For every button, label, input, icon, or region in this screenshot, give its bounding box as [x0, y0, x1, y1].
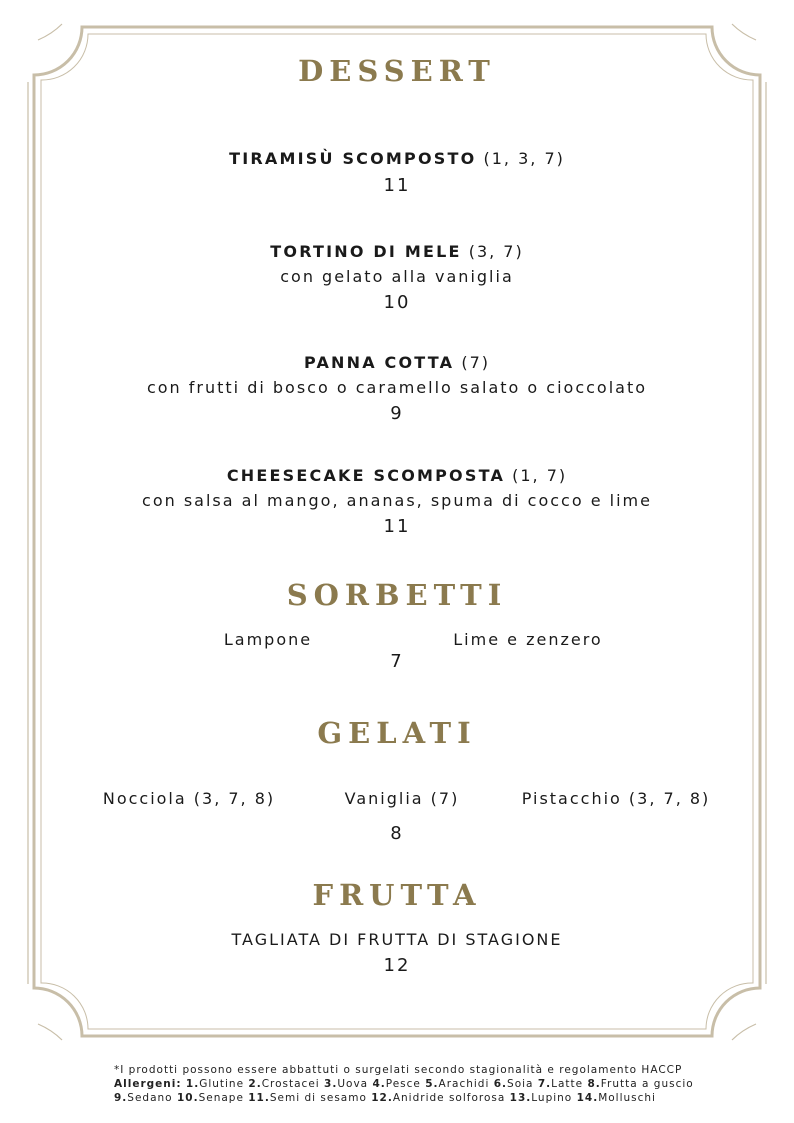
allergen-entry: 5.Arachidi [425, 1078, 490, 1090]
allergen-entry: 13.Lupino [509, 1092, 573, 1104]
frutta-item: TAGLIATA DI FRUTTA DI STAGIONE [231, 930, 563, 949]
dessert-item-description: con frutti di bosco o caramello salato o cioccolato [146, 378, 648, 397]
allergen-entry: 7.Latte [537, 1078, 584, 1090]
dessert-item-allergens: (7) [461, 353, 491, 372]
section-title-frutta: FRUTTA [312, 878, 482, 912]
allergen-legend-line-1 [114, 1077, 694, 1091]
dessert-item-price: 11 [383, 516, 411, 537]
dessert-item-description: con gelato alla vaniglia [280, 267, 514, 286]
allergen-legend-label: Allergeni: [114, 1078, 182, 1090]
dessert-item-name: TIRAMISÙ SCOMPOSTO [229, 149, 477, 168]
dessert-item-name: TORTINO DI MELE [270, 242, 462, 261]
dessert-item-description: con salsa al mango, ananas, spuma di cocco e lime [142, 491, 652, 510]
dessert-item-name: PANNA COTTA [303, 353, 455, 372]
dessert-item-price: 10 [383, 292, 411, 313]
haccp-note: *I prodotti possono essere abbattuti o surgelati secondo stagionalità e regolamento HACCP [114, 1064, 683, 1076]
dessert-item-allergens: (3, 7) [468, 242, 524, 261]
gelati-price: 8 [390, 823, 404, 844]
sorbetto-flavor: Lampone [223, 630, 313, 649]
section-title-sorbetti: SORBETTI [286, 578, 508, 612]
allergen-entry: 3.Uova [324, 1078, 369, 1090]
allergen-entry: 4.Pesce [372, 1078, 421, 1090]
gelato-flavor: Pistacchio (3, 7, 8) [521, 789, 711, 808]
sorbetto-flavor: Lime e zenzero [453, 630, 603, 649]
dessert-item-name-line [0, 353, 794, 372]
section-title-gelati: GELATI [317, 716, 477, 750]
allergen-entry: 14.Molluschi [576, 1092, 656, 1104]
dessert-item-name: CHEESECAKE SCOMPOSTA [226, 466, 506, 485]
allergen-entry: 11.Semi di sesamo [248, 1092, 367, 1104]
footer-notes [114, 1063, 694, 1105]
allergen-entry: 9.Sedano [114, 1092, 173, 1104]
dessert-item-allergens: (1, 3, 7) [483, 149, 565, 168]
allergen-entry: 2.Crostacei [248, 1078, 320, 1090]
gelato-flavor: Vaniglia (7) [344, 789, 460, 808]
sorbetti-price: 7 [390, 651, 404, 672]
allergen-entry: 1.Glutine [185, 1078, 245, 1090]
allergen-entry: 8.Frutta a guscio [587, 1078, 694, 1090]
allergen-legend-line-2 [114, 1091, 694, 1105]
frutta-price: 12 [383, 955, 411, 976]
allergen-entry: 12.Anidride solforosa [371, 1092, 506, 1104]
dessert-item-price: 9 [390, 403, 404, 424]
dessert-item-name-line [0, 466, 794, 485]
section-title-dessert: DESSERT [298, 54, 496, 88]
dessert-item-name-line [0, 149, 794, 168]
gelato-flavor: Nocciola (3, 7, 8) [102, 789, 276, 808]
dessert-item-name-line [0, 242, 794, 261]
dessert-item-allergens: (1, 7) [512, 466, 568, 485]
allergen-entry: 6.Soia [493, 1078, 534, 1090]
dessert-item-price: 11 [383, 175, 411, 196]
allergen-entry: 10.Senape [176, 1092, 244, 1104]
